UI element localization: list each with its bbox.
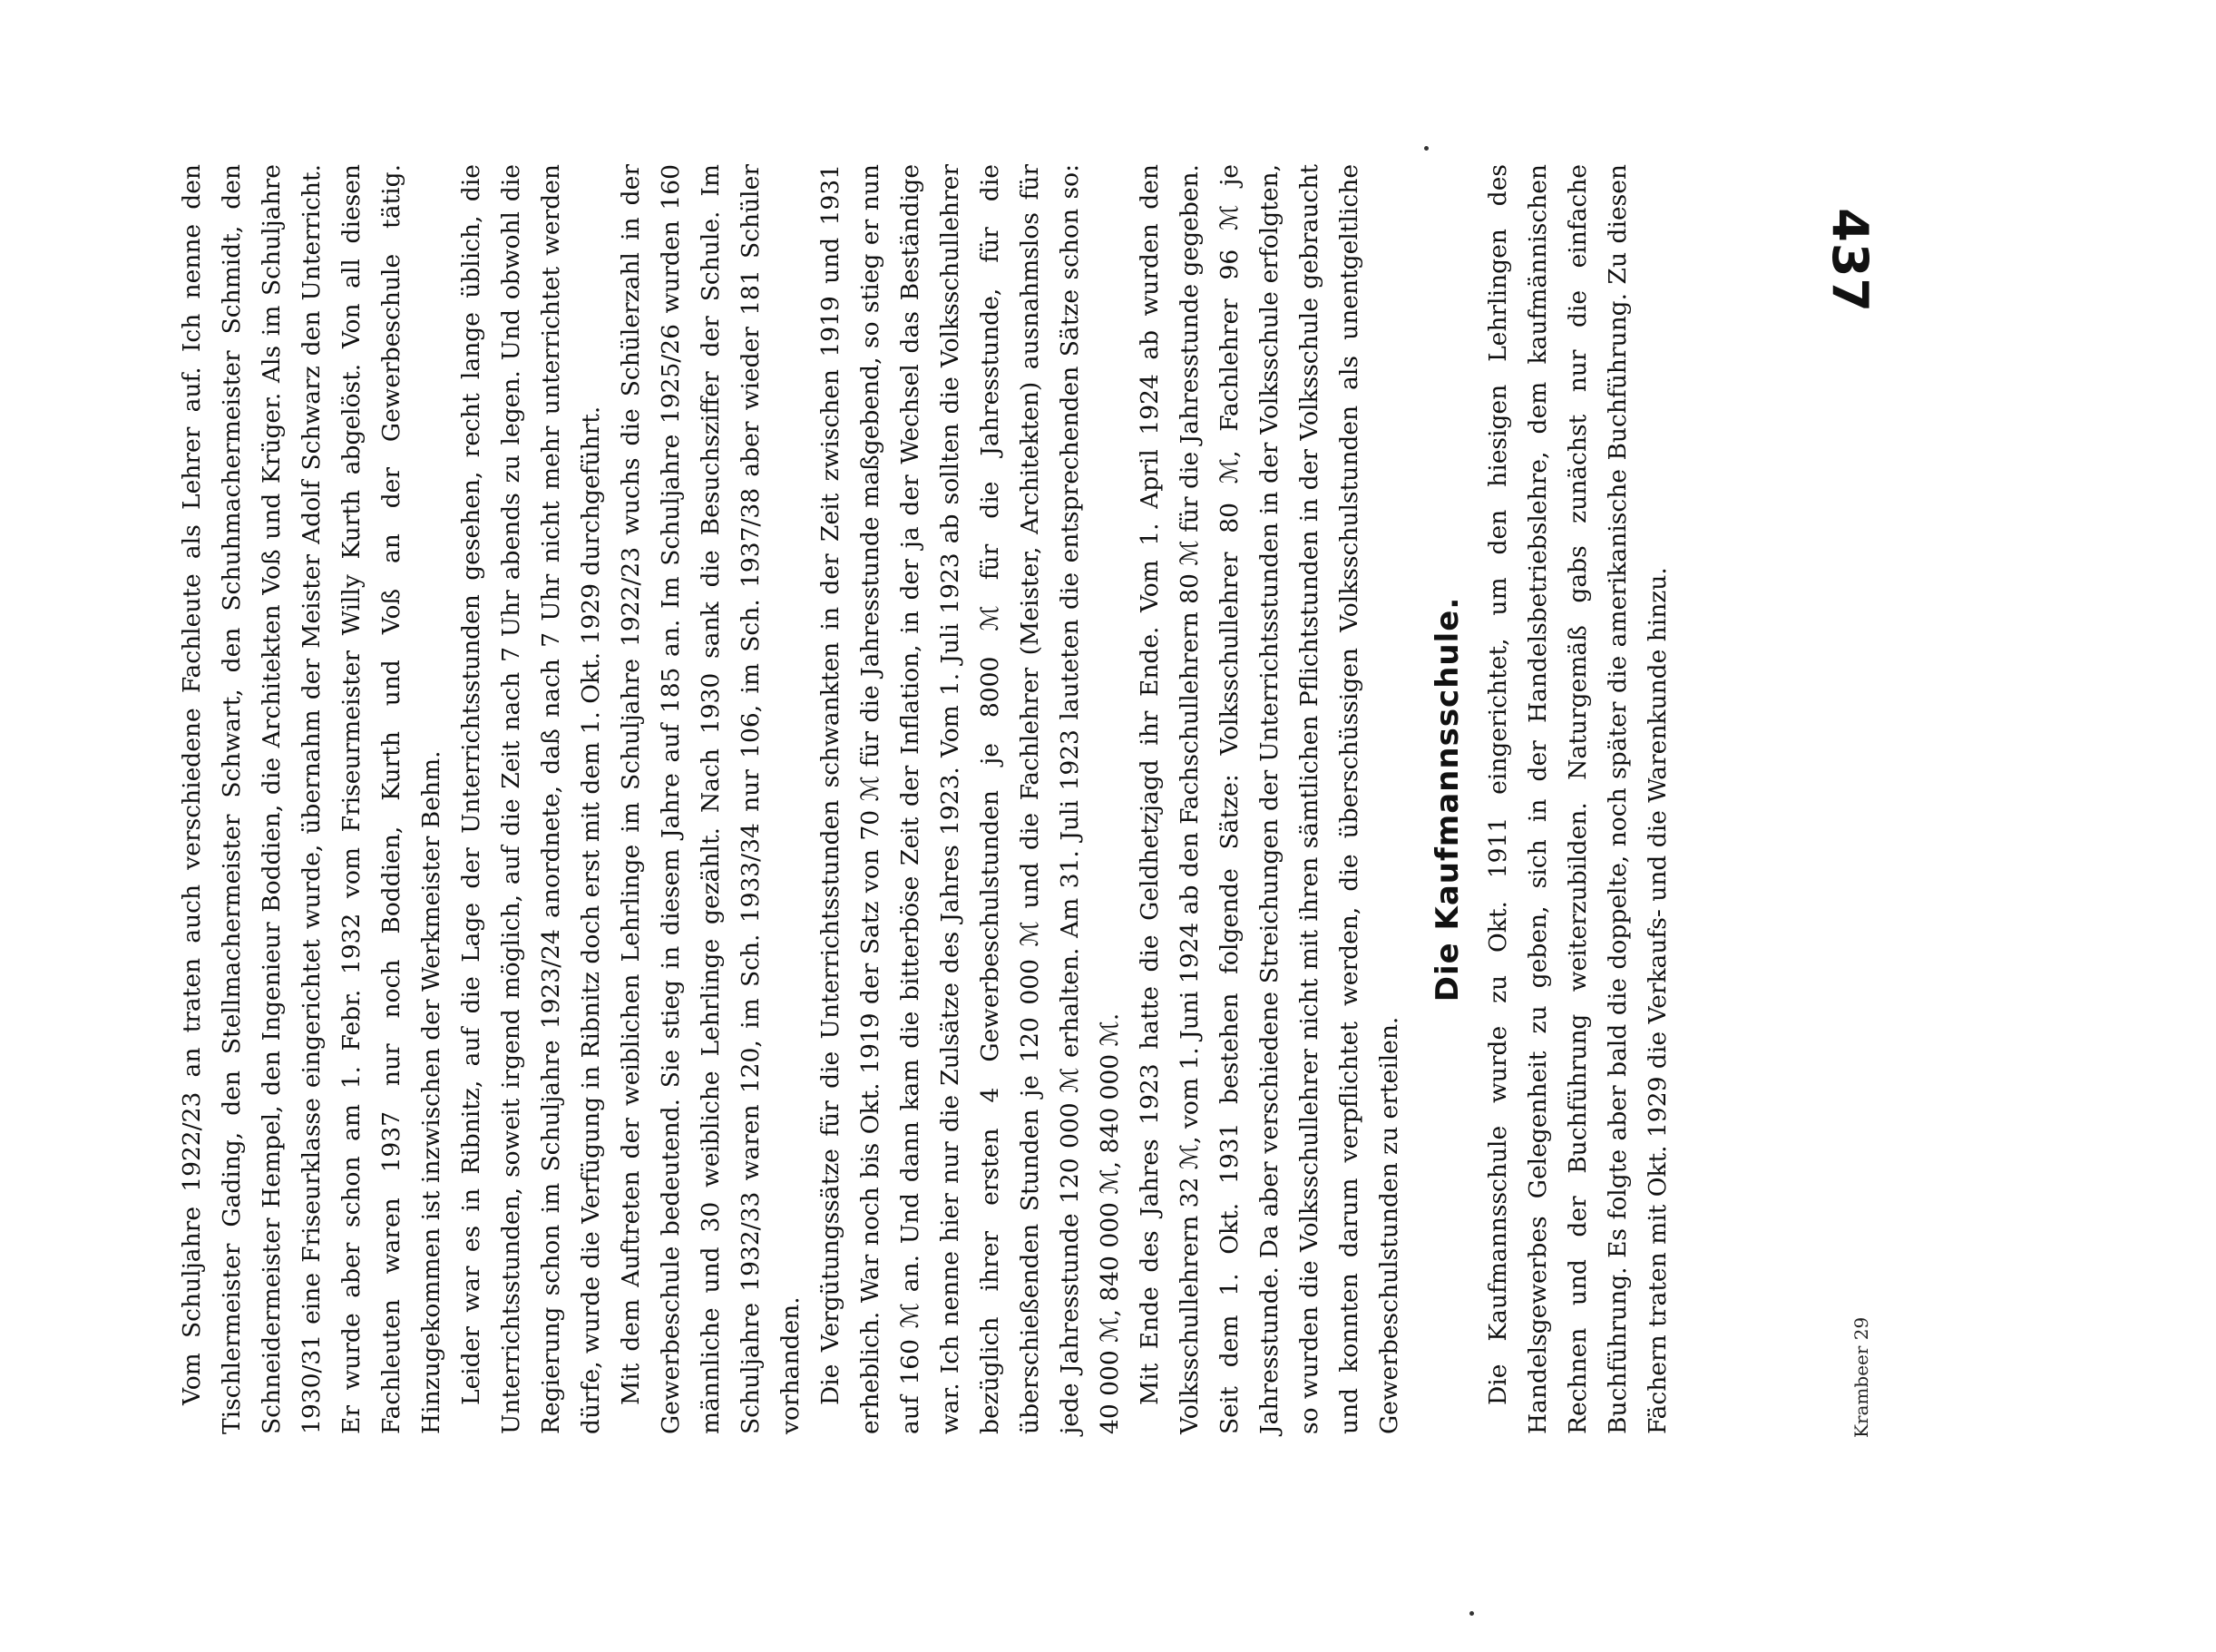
section-heading: Die Kaufmannsschule.	[1430, 596, 1466, 1002]
scan-speck	[1469, 1611, 1474, 1616]
paragraph: Leider war es in Ribnitz, auf die Lage der Unterrichtsstunden gesehen, recht lange üblich, die Unterrichtsstunden, soweit irgend möglich, auf die Zeit nach 7 Uhr abends zu legen. Und obwohl die Regierung schon im Schuljahre 1923/24 anordnete, daß nach 7 Uhr nicht mehr unterrichtet werden dürfe, wurde die Verfügung in Ribnitz doch erst mit dem 1. Okt. 1929 durchgeführt.	[457, 164, 605, 1434]
scan-speck	[1424, 146, 1429, 151]
paragraph: Mit dem Auftreten der weiblichen Lehrlinge im Schuljahre 1922/23 wuchs die Schülerzahl in der Gewerbeschule bedeutend. Sie stieg in diesem Jahre auf 185 an. Im Schuljahre 1925/26 wurden 160 männliche und 30 weibliche Lehrlinge gezählt. Nach 1930 sank die Besuchsziffer der Schule. Im Schuljahre 1932/33 waren 120, im Sch. 1933/34 nur 106, im Sch. 1937/38 aber wieder 181 Schüler vorhanden.	[617, 164, 805, 1434]
paragraph: Vom Schuljahre 1922/23 an traten auch verschiedene Fachleute als Lehrer auf. Ich nenne den Tischlermeister Gading, den Stellmachermeister Schwart, den Schuhmachermeister Schmidt, den Schneidermeister Hempel, den Ingenieur Boddien, die Architekten Voß und Krüger. Als im Schuljahre 1930/31 eine Friseurklasse eingerichtet wurde, übernahm der Meister Adolf Schwarz den Unterricht. Er wurde aber schon am 1. Febr. 1932 vom Friseurmeister Willy Kurth abgelöst. Von all diesen Fachleuten waren 1937 nur noch Boddien, Kurth und Voß an der Gewerbeschule tätig. Hinzugekommen ist inzwischen der Werkmeister Behm.	[178, 164, 445, 1434]
paragraph: Die Vergütungssätze für die Unterrichtsstunden schwankten in der Zeit zwischen 1919 und 1931 erheblich. War noch bis Okt. 1919 der Satz von 70 ℳ für die Jahresstunde maßgebend, so stieg er nun auf 160 ℳ an. Und dann kam die bitterböse Zeit der Inflation, in der ja der Wechsel das Beständige war. Ich nenne hier nur die Zulsätze des Jahres 1923. Vom 1. Juli 1923 ab sollten die Volksschullehrer bezüglich ihrer ersten 4 Gewerbeschulstunden je 8000 ℳ für die Jahresstunde, für die überschießenden Stunden je 120 000 ℳ und die Fachlehrer (Meister, Architekten) ausnahmslos für jede Jahresstunde 120 000 ℳ erhalten. Am 31. Juli 1923 lauteten die entsprechenden Sätze schon so: 40 000 ℳ, 840 000 ℳ, 840 000 ℳ.	[816, 164, 1124, 1434]
paragraph: Mit Ende des Jahres 1923 hatte die Geldhetzjagd ihr Ende. Vom 1. April 1924 ab wurden den Volksschullehrern 32 ℳ, vom 1. Juni 1924 ab den Fachschullehrern 80 ℳ für die Jahresstunde gegeben. Seit dem 1. Okt. 1931 bestehen folgende Sätze: Volksschullehrer 80 ℳ, Fachlehrer 96 ℳ je Jahresstunde. Da aber verschiedene Streichungen der Unterrichtsstunden in der Volksschule erfolgten, so wurden die Volksschullehrer nicht mit ihren sämtlichen Pflichtstunden in der Volksschule gebraucht und konnten darum verpflichtet werden, die überschüssigen Volksschulstunden als unentgeltliche Gewerbeschulstunden zu erteilen.	[1136, 164, 1403, 1434]
section-paragraph: Die Kaufmannsschule wurde zu Okt. 1911 eingerichtet, um den hiesigen Lehrlingen des Handelsgewerbes Gelegenheit zu geben, sich in der Handelsbetriebslehre, dem kaufmännischen Rechnen und der Buchführung weiterzubilden. Naturgemäß gabs zunächst nur die einfache Buchführung. Es folgte aber bald die doppelte, noch später die amerikanische Buchführung. Zu diesen Fächern traten mit Okt. 1929 die Verkaufs- und die Warenkunde hinzu.	[1484, 164, 1672, 1434]
printer-signature: Krambeer 29	[1850, 1316, 1872, 1438]
main-text-column	[172, 164, 1678, 1434]
page-number: 437	[1821, 208, 1879, 313]
